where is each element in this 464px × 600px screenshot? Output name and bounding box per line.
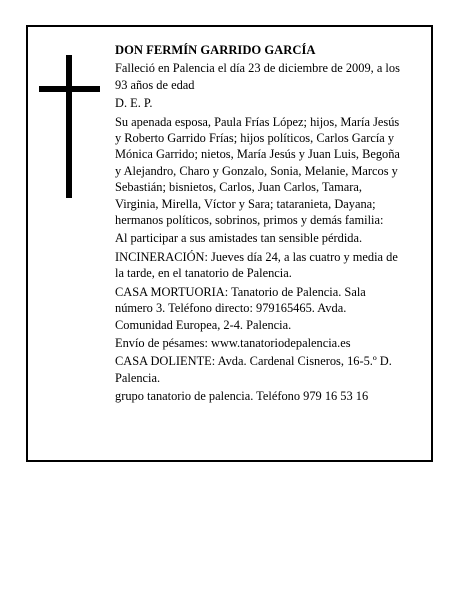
funeral-home-contact: grupo tanatorio de palencia. Teléfono 979 16 53 16 (115, 389, 369, 404)
cremation-info: INCINERACIÓN: Jueves día 24, a las cuatro y media de la tarde, en el tanatorio de Palencia. (115, 249, 398, 281)
mourning-home-info: CASA DOLIENTE: Avda. Cardenal Cisneros, 16-5.º D. Palencia. (115, 354, 392, 385)
notice-text (115, 42, 405, 405)
condolences-info: Envío de pésames: www.tanatoriodepalencia.es (115, 335, 351, 350)
latin-cross-icon (28, 27, 114, 207)
obituary-notice (26, 25, 433, 462)
deceased-name: DON FERMÍN GARRIDO GARCÍA (115, 43, 316, 57)
mortuary-info: CASA MORTUORIA: Tanatorio de Palencia. Sala número 3. Teléfono directo: 979165465. Avda. Comunidad Europea, 2-4. Palencia. (115, 284, 366, 332)
family-list: Su apenada esposa, Paula Frías López; hijos, María Jesús y Roberto Garrido Frías; hijos políticos, Carlos García y Mónica Garrido; nietos, María Jesús y Juan Luis, Begoña y Alejandro, Charo y Gonzalo, Sonia, Melanie, Marcos y Sebastián; bisnietos, Carlos, Juan Carlos, Tamara, Virginia, Mirella, Víctor y Sara; tataranieta, Dayana; hermanos políticos, sobrinos, primos y demás familia: (115, 114, 400, 228)
rip-line: D. E. P. (115, 96, 153, 111)
announcement: Al participar a sus amistades tan sensible pérdida. (115, 231, 363, 246)
death-details: Falleció en Palencia el día 23 de diciembre de 2009, a los 93 años de edad (115, 61, 400, 92)
